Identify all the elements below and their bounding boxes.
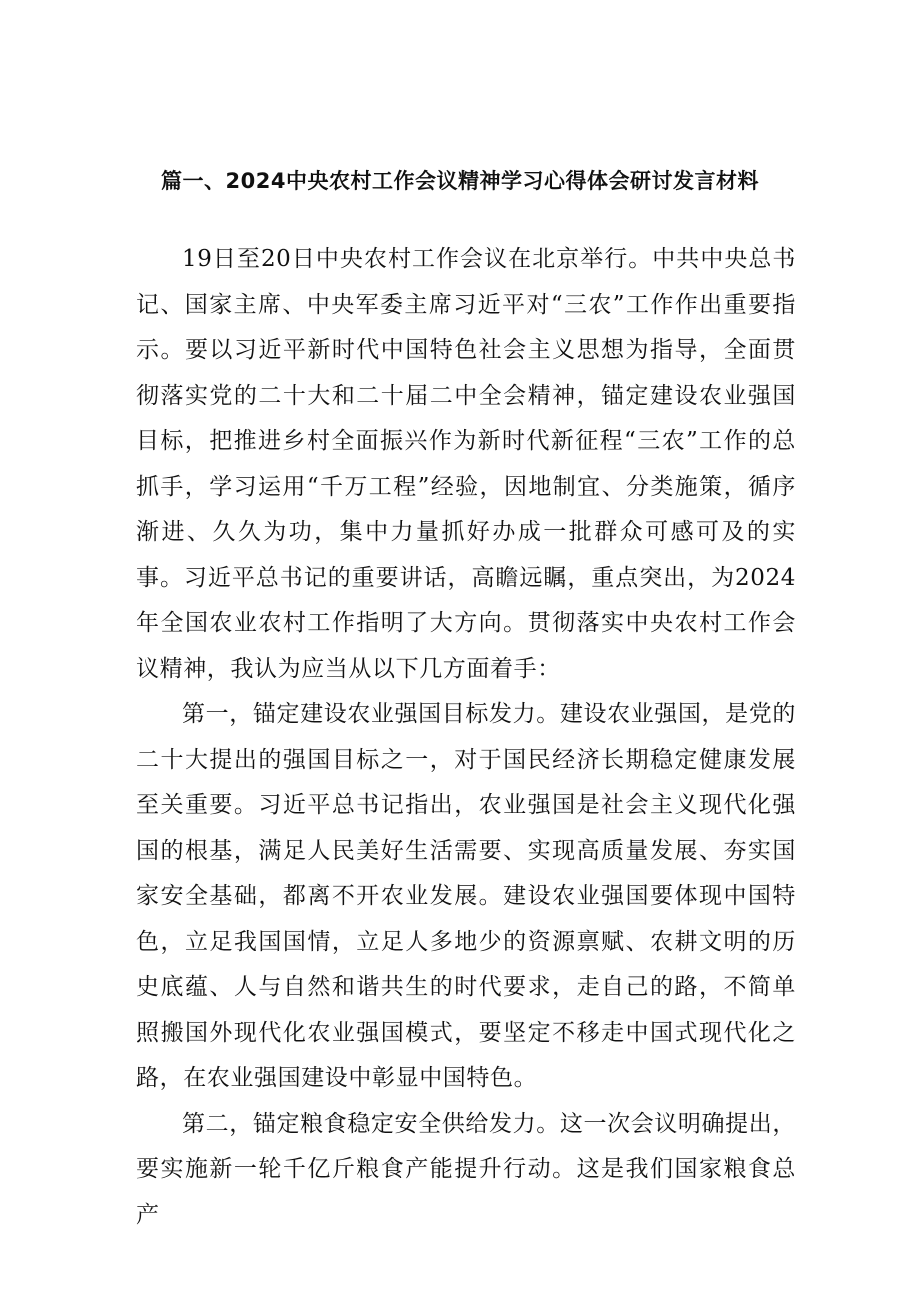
- paragraph-intro: 19日至20日中央农村工作会议在北京举行。中共中央总书记、国家主席、中央军委主席习近平对“三农”工作作出重要指示。要以习近平新时代中国特色社会主义思想为指导，全面贯彻落实党的二十大和二十届二中全会精神，锚定建设农业强国目标，把推进乡村全面振兴作为新时代新征程“三农”工作的总抓手，学习运用“千万工程”经验，因地制宜、分类施策，循序渐进、久久为功，集中力量抓好办成一批群众可感可及的实事。习近平总书记的重要讲话，高瞻远瞩，重点突出，为2024年全国农业农村工作指明了大方向。贯彻落实中央农村工作会议精神，我认为应当从以下几方面着手：: [136, 246, 796, 682]
- paragraph-point-one: 第一，锚定建设农业强国目标发力。建设农业强国，是党的二十大提出的强国目标之一，对于国民经济长期稳定健康发展至关重要。习近平总书记指出，农业强国是社会主义现代化强国的根基，满足人民美好生活需要、实现高质量发展、夯实国家安全基础，都离不开农业发展。建设农业强国要体现中国特色，立足我国国情，立足人多地少的资源禀赋、农耕文明的历史底蕴、人与自然和谐共生的时代要求，走自己的路，不简单照搬国外现代化农业强国模式，要坚定不移走中国式现代化之路，在农业强国建设中彰显中国特色。: [136, 701, 796, 1091]
- document-body: [136, 237, 796, 1238]
- paragraph-point-two: 第二，锚定粮食稳定安全供给发力。这一次会议明确提出，要实施新一轮千亿斤粮食产能提升行动。这是我们国家粮食总产: [136, 1110, 796, 1228]
- document-title: 篇一、2024中央农村工作会议精神学习心得体会研讨发言材料: [161, 169, 759, 193]
